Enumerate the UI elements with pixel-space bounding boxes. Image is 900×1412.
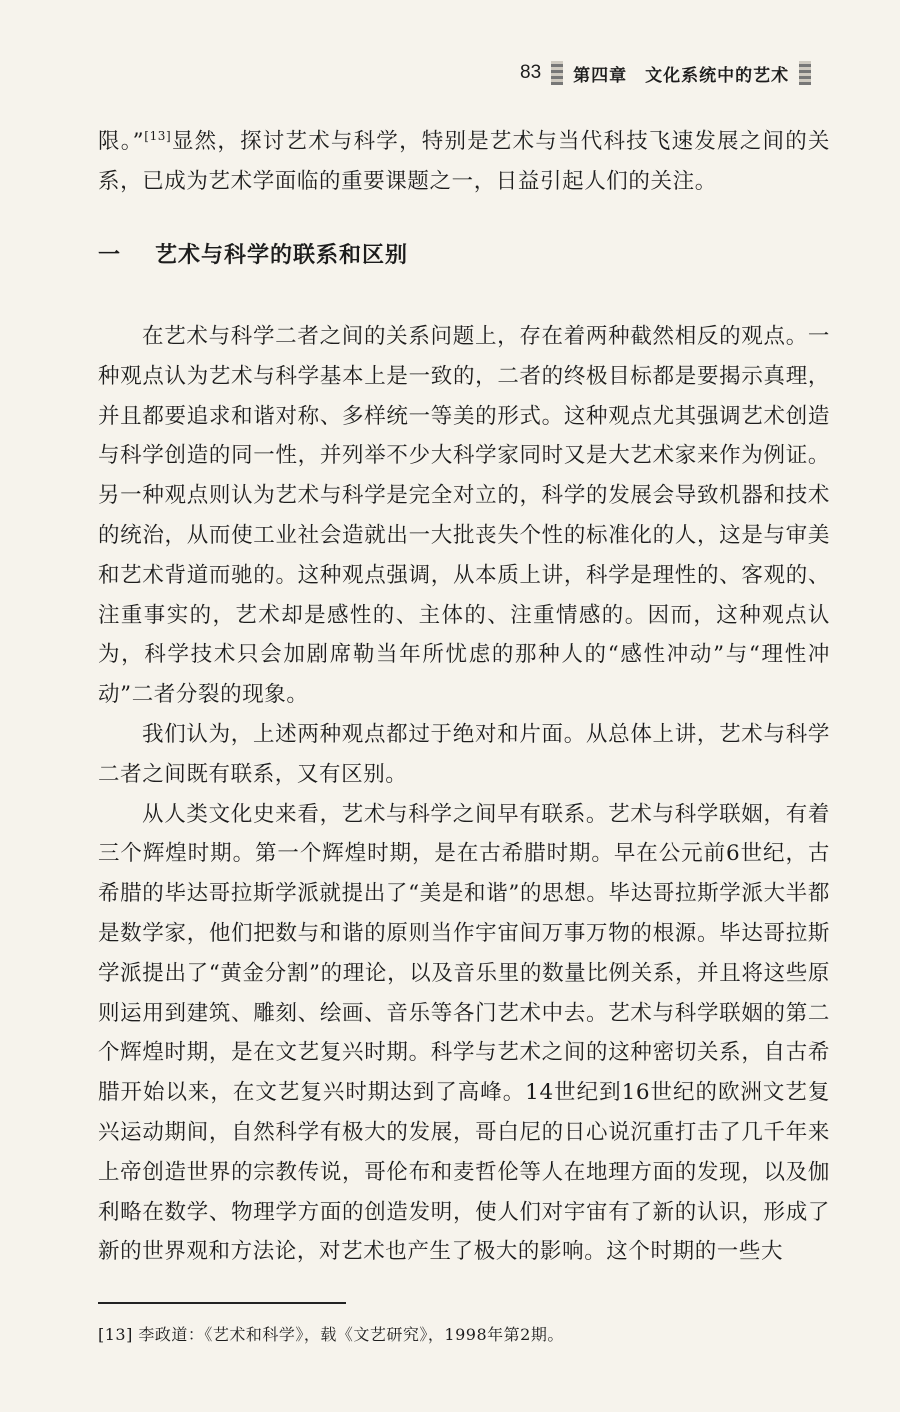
chapter-title: 第四章 文化系统中的艺术 — [573, 65, 790, 86]
footnote: [13] 李政道：《艺术和科学》，载《文艺研究》，1998年第2期。 — [98, 1325, 564, 1344]
opening-paragraph — [98, 122, 830, 202]
paragraph: 在艺术与科学二者之间的关系问题上，存在着两种截然相反的观点。一种观点认为艺术与科学基本上是一致的，二者的终极目标都是要揭示真理，并且都要追求和谐对称、多样统一等美的形式。这种观点尤其强调艺术创造与科学创造的同一性，并列举不少大科学家同时又是大艺术家来作为例证。另一种观点则认为艺术与科学是完全对立的，科学的发展会导致机器和技术的统治，从而使工业社会造就出一大批丧失个性的标准化的人，这是与审美和艺术背道而驰的。这种观点强调，从本质上讲，科学是理性的、客观的、注重事实的，艺术却是感性的、主体的、注重情感的。因而，这种观点认为，科学技术只会加剧席勒当年所忧虑的那种人的“感性冲动”与“理性冲动”二者分裂的现象。 — [98, 324, 830, 708]
footnote-ref: [13] — [144, 128, 172, 143]
section-heading — [98, 238, 408, 269]
section-title: 艺术与科学的联系和区别 — [155, 243, 409, 268]
body-text — [98, 317, 830, 1272]
ornament-icon — [799, 61, 811, 85]
paragraph: 从人类文化史来看，艺术与科学之间早有联系。艺术与科学联姻，有着三个辉煌时期。第一个辉煌时期，是在古希腊时期。早在公元前6世纪，古希腊的毕达哥拉斯学派就提出了“美是和谐”的思想。毕达哥拉斯学派大半都是数学家，他们把数与和谐的原则当作宇宙间万事万物的根源。毕达哥拉斯学派提出了“黄金分割”的理论，以及音乐里的数量比例关系，并且将这些原则运用到建筑、雕刻、绘画、音乐等各门艺术中去。艺术与科学联姻的第二个辉煌时期，是在文艺复兴时期。科学与艺术之间的这种密切关系，自古希腊开始以来，在文艺复兴时期达到了高峰。14世纪到16世纪的欧洲文艺复兴运动期间，自然科学有极大的发展，哥白尼的日心说沉重打击了几千年来上帝创造世界的宗教传说，哥伦布和麦哲伦等人在地理方面的发现，以及伽利略在数学、物理学方面的创造发明，使人们对宇宙有了新的认识，形成了新的世界观和方法论，对艺术也产生了极大的影响。这个时期的一些大 — [98, 801, 830, 1265]
footnote-divider — [98, 1302, 346, 1304]
paragraph: 我们认为，上述两种观点都过于绝对和片面。从总体上讲，艺术与科学二者之间既有联系，又有区别。 — [98, 721, 830, 787]
page-number: 83 — [520, 62, 542, 83]
running-header — [520, 58, 840, 88]
ornament-icon — [551, 61, 563, 85]
opening-lead: 限。” — [98, 129, 145, 154]
opening-text: 显然，探讨艺术与科学，特别是艺术与当代科技飞速发展之间的关系，已成为艺术学面临的重要课题之一，日益引起人们的关注。 — [98, 129, 831, 194]
section-number: 一 — [98, 243, 122, 268]
